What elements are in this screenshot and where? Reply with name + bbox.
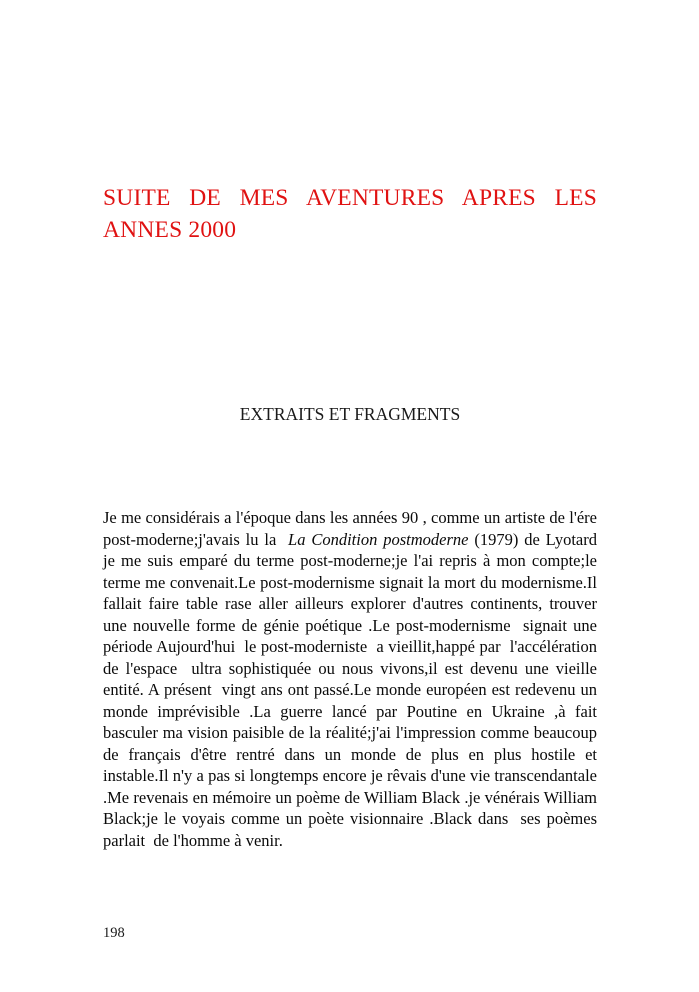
chapter-title-line-1: SUITE DE MES AVENTURES APRES LES: [103, 185, 597, 211]
section-subtitle: EXTRAITS ET FRAGMENTS: [239, 404, 461, 424]
body-text-part1: Je me considérais a l'époque dans les années 90 , comme un artiste de l'ére post-moderne;j'avais lu la: [103, 508, 602, 549]
chapter-title-line-2: ANNES 2000: [103, 216, 237, 243]
body-paragraph: [103, 507, 606, 851]
cited-book-title: La Condition postmoderne: [288, 529, 469, 549]
page-number: 198: [103, 925, 125, 941]
chapter-title: [103, 183, 597, 246]
body-text-part2: (1979) de Lyotard je me suis emparé du terme post-moderne;je l'ai repris à mon compte;le terme me convenait.Le post-modernisme signait la mort du modernisme.Il fallait faire table rase aller ailleurs explorer d'autres continents, trouver une nouvelle forme de génie poétique .Le post-modernisme signait une période Aujourd'hui le post-moderniste a vieillit,happé par l'accélération de l'espace ultra sophistiquée ou nous vivons,il est devenu une vieille entité. A présent vingt ans ont passé.Le monde européen est redevenu un monde imprévisible .La guerre lancé par Poutine en Ukraine ,à fait basculer ma vision paisible de la réalité;j'ai l'impression comme beaucoup de français d'être rentré dans un monde de plus en plus hostile et instable.Il n'y a pas si longtemps encore je rêvais d'une vie transcendantale .Me revenais en mémoire un poème de William Black .je vénérais William Black;je le voyais comme un poète visionnaire .Black dans ses poèmes parlait de l'homme à venir.: [103, 529, 606, 850]
